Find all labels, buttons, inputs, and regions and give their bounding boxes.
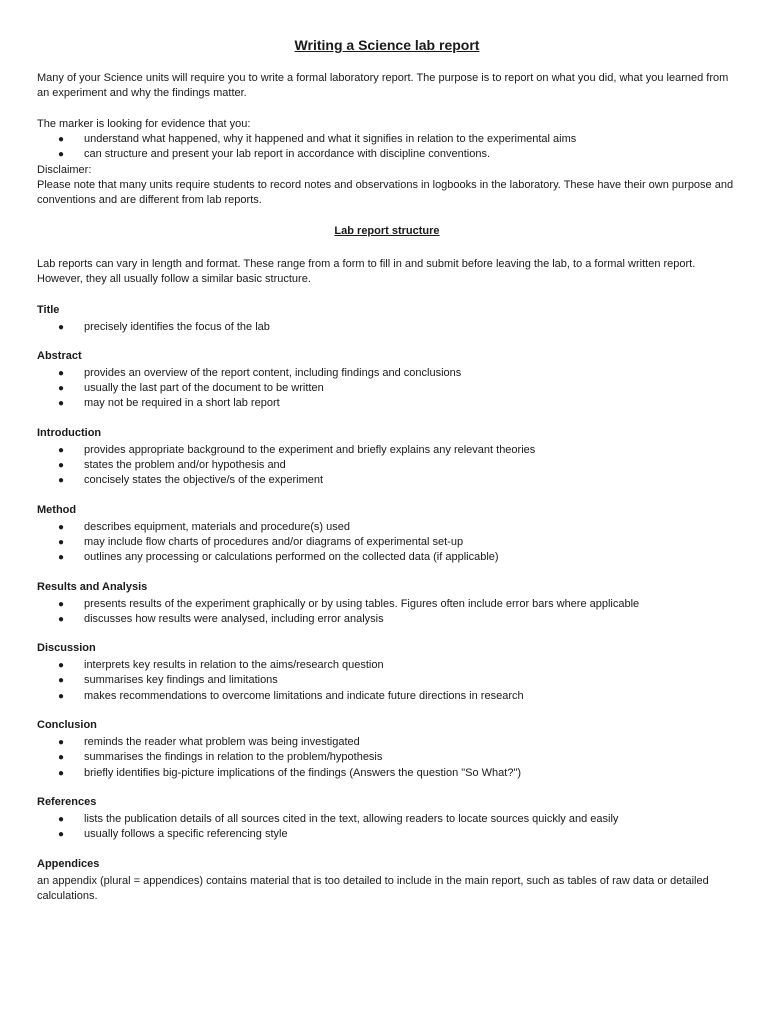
list-item: [37, 612, 737, 627]
structure-intro: Lab reports can vary in length and format. These range from a form to fill in and submit before leaving the lab, to a formal written report. However, they all usually follow a similar basic structure.: [37, 257, 696, 285]
bullet-icon: ●: [58, 444, 65, 456]
section-heading: Conclusion: [37, 719, 97, 732]
list-item: [37, 147, 737, 162]
section-bullets: [37, 735, 737, 781]
section-heading: References: [37, 795, 97, 808]
section-heading: Discussion: [37, 642, 96, 655]
list-item: [37, 597, 737, 612]
bullet-icon: ●: [58, 660, 65, 672]
list-item-text: lists the publication details of all sources cited in the text, allowing readers to locate sources quickly and easily: [84, 812, 619, 825]
section-heading: Appendices: [37, 857, 100, 870]
section-appendices: [37, 857, 737, 904]
list-item: [37, 750, 737, 765]
section-heading: Introduction: [37, 426, 102, 439]
appendices-text: an appendix (plural = appendices) contains material that is too detailed to include in the main report, such as tables of raw data or detailed calculations.: [37, 874, 709, 902]
list-item: [37, 812, 737, 827]
list-item-text: usually the last part of the document to be written: [84, 382, 324, 395]
list-item: [37, 658, 737, 673]
section-title: [37, 303, 737, 335]
list-item-text: precisely identifies the focus of the lab: [84, 320, 270, 333]
bullet-icon: ●: [58, 752, 65, 764]
marker-lead-text: The marker is looking for evidence that you:: [37, 118, 251, 130]
list-item-text: provides appropriate background to the experiment and briefly explains any relevant theories: [84, 443, 536, 456]
bullet-icon: ●: [58, 675, 65, 687]
list-item: [37, 766, 737, 781]
section-heading: Method: [37, 503, 77, 516]
list-item: [37, 132, 737, 147]
list-item-text: concisely states the objective/s of the experiment: [84, 474, 324, 487]
list-item: [37, 673, 737, 688]
bullet-icon: ●: [58, 383, 65, 395]
section-introduction: [37, 426, 737, 489]
bullet-icon: ●: [58, 149, 65, 161]
list-item: [37, 689, 737, 704]
list-item-text: provides an overview of the report content, including findings and conclusions: [84, 366, 462, 379]
list-item: [37, 396, 737, 411]
list-item: [37, 535, 737, 550]
bullet-icon: ●: [58, 598, 65, 610]
section-discussion: [37, 641, 737, 704]
list-item-text: outlines any processing or calculations performed on the collected data (if applicable): [84, 551, 499, 564]
list-item: [37, 827, 737, 842]
bullet-icon: ●: [58, 613, 65, 625]
list-item-text: describes equipment, materials and procedure(s) used: [84, 520, 350, 533]
list-item-text: makes recommendations to overcome limitations and indicate future directions in research: [84, 689, 524, 702]
list-item-text: usually follows a specific referencing style: [84, 828, 288, 841]
bullet-icon: ●: [58, 737, 65, 749]
section-bullets: [37, 597, 737, 628]
list-item-text: presents results of the experiment graphically or by using tables. Figures often include error bars where applicable: [84, 597, 640, 610]
list-item-text: reminds the reader what problem was being investigated: [84, 736, 360, 749]
list-item: [37, 366, 737, 381]
section-method: [37, 503, 737, 566]
list-item-text: briefly identifies big-picture implications of the findings (Answers the question "So What?"): [84, 766, 522, 779]
bullet-icon: ●: [58, 690, 65, 702]
list-item: [37, 381, 737, 396]
list-item: [37, 473, 737, 488]
list-item: [37, 550, 737, 565]
document-page: [37, 36, 737, 918]
list-item: [37, 320, 737, 335]
list-item-text: summarises the findings in relation to the problem/hypothesis: [84, 751, 383, 764]
section-bullets: [37, 320, 737, 335]
bullet-icon: ●: [58, 367, 65, 379]
section-bullets: [37, 520, 737, 566]
bullet-icon: ●: [58, 475, 65, 487]
section-heading: Results and Analysis: [37, 580, 148, 593]
bullet-icon: ●: [58, 460, 65, 472]
bullet-icon: ●: [58, 767, 65, 779]
bullet-icon: ●: [58, 536, 65, 548]
bullet-icon: ●: [58, 552, 65, 564]
list-item-text: discusses how results were analysed, including error analysis: [84, 612, 384, 625]
section-heading: Abstract: [37, 349, 82, 362]
bullet-icon: ●: [58, 134, 65, 145]
section-bullets: [37, 658, 737, 704]
document-title: Writing a Science lab report: [294, 37, 480, 53]
bullet-icon: ●: [58, 321, 65, 333]
report-sections: [37, 303, 737, 904]
structure-heading: Lab report structure: [334, 224, 440, 237]
section-conclusion: [37, 718, 737, 781]
list-item: [37, 735, 737, 750]
bullet-icon: ●: [58, 813, 65, 825]
evidence-list: [37, 132, 737, 163]
list-item-text: understand what happened, why it happened and what it signifies in relation to the experimental aims: [84, 133, 577, 145]
list-item: [37, 443, 737, 458]
list-item-text: may include flow charts of procedures and/or diagrams of experimental set-up: [84, 535, 464, 548]
bullet-icon: ●: [58, 829, 65, 841]
section-bullets: [37, 366, 737, 412]
list-item-text: summarises key findings and limitations: [84, 674, 278, 687]
disclaimer-text: Please note that many units require students to record notes and observations in logbooks in the laboratory. These have their own purpose and conventions and are different from lab reports.: [37, 178, 734, 206]
section-heading: Title: [37, 303, 60, 316]
section-bullets: [37, 812, 737, 843]
list-item-text: interprets key results in relation to the aims/research question: [84, 659, 384, 672]
disclaimer-label: Disclaimer:: [37, 163, 92, 176]
section-results-and-analysis: [37, 580, 737, 628]
bullet-icon: ●: [58, 398, 65, 410]
list-item-text: can structure and present your lab report in accordance with discipline conventions.: [84, 148, 491, 161]
list-item-text: states the problem and/or hypothesis and: [84, 459, 286, 472]
list-item-text: may not be required in a short lab report: [84, 397, 280, 410]
section-abstract: [37, 349, 737, 412]
list-item: [37, 458, 737, 473]
section-bullets: [37, 443, 737, 489]
bullet-icon: ●: [58, 521, 65, 533]
list-item: [37, 520, 737, 535]
section-references: [37, 795, 737, 843]
intro-paragraph: Many of your Science units will require you to write a formal laboratory report. The purpose is to report on what you did, what you learned from an experiment and why the findings matter.: [37, 72, 729, 99]
